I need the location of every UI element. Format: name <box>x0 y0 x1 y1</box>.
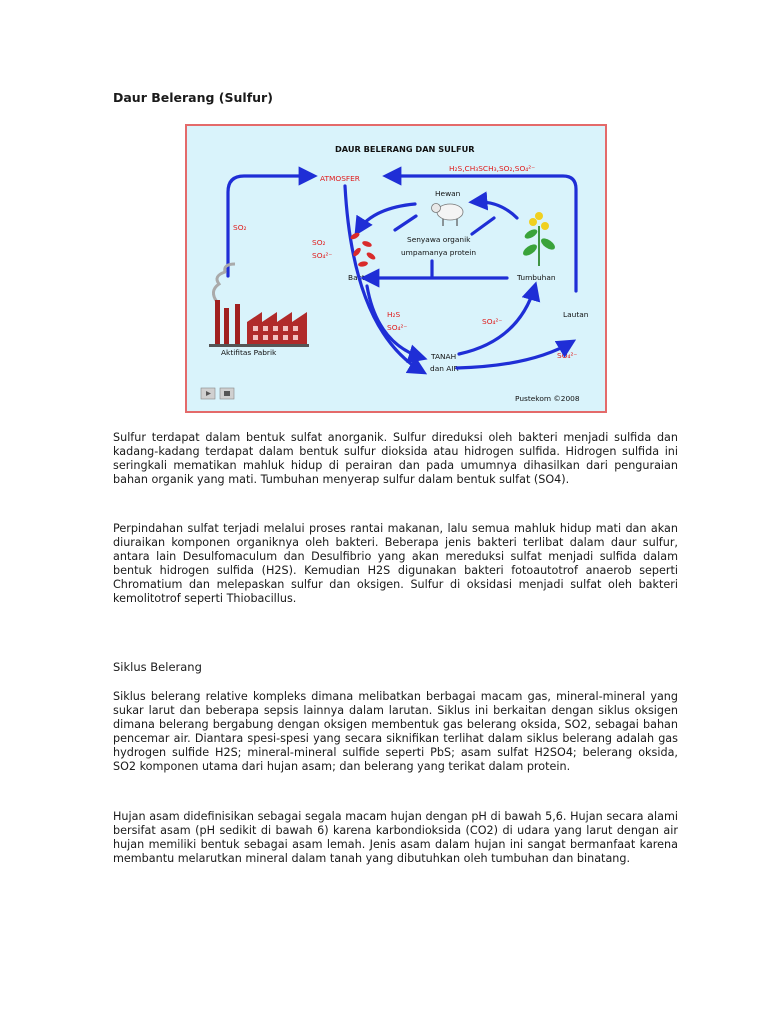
diagram-title: DAUR BELERANG DAN SULFUR <box>335 144 475 154</box>
sheep-icon <box>432 204 464 227</box>
sulfur-cycle-diagram <box>185 124 607 413</box>
tanah-label-2: dan AIR <box>430 364 459 373</box>
tanah-label-1: TANAH <box>431 352 457 361</box>
so4-b-label: SO₄²⁻ <box>387 323 408 332</box>
diagram-canvas <box>187 126 605 411</box>
so4-mid-label: SO₄²⁻ <box>312 251 333 260</box>
arrow-senyawa-right <box>472 218 494 234</box>
tumbuhan-label: Tumbuhan <box>517 273 556 282</box>
arrow-senyawa-left <box>395 216 416 230</box>
so4-d-label: SO₄²⁻ <box>557 351 578 360</box>
arrow-to-bakteri <box>365 261 507 278</box>
section-paragraph-1: Siklus belerang relative kompleks dimana melibatkan berbagai macam gas, mineral-mineral yang sukar larut dan beberapa sepsis lainnya dalam larutan. Siklus ini berkaitan dengan siklus oksigen dimana belerang bergabung dengan oksigen membentuk gas belerang oksida, SO2, sebagai bahan pencemar air. Diantara spesi-spesi yang secara siknifikan terlihat dalam siklus belerang adalah gas hydrogen sulfide H2S; mineral-mineral sulfide seperti PbS; asam sulfat H2SO4; belerang oksida, SO2 komponen utama dari hujan asam; dan belerang yang terikat dalam protein. <box>113 690 678 773</box>
so2-mid-label: SO₂ <box>312 238 326 247</box>
section-heading: Siklus Belerang <box>113 660 202 674</box>
so2-left-label: SO₂ <box>233 223 247 232</box>
section-paragraph-2: Hujan asam didefinisikan sebagai segala macam hujan dengan pH di bawah 5,6. Hujan secara alami bersifat asam (pH sedikit di bawah 6) karena karbondioksida (CO2) di udara yang larut dengan air hujan memiliki bentuk sebagai asam lemah. Jenis asam dalam hujan ini sangat bermanfaat karena membantu melarutkan mineral dalam tanah yang dibutuhkan oleh tumbuhan dan binatang. <box>113 810 678 865</box>
hewan-label: Hewan <box>435 189 461 198</box>
senyawa-label-1: Senyawa organik <box>407 235 471 244</box>
gases-top-label: H₂S,CH₃SCH₃,SO₂,SO₄²⁻ <box>449 164 536 173</box>
arrow-tanah-to-lautan <box>457 342 572 368</box>
bakteri-label: Bakteri <box>348 273 375 282</box>
lautan-label: Lautan <box>563 310 589 319</box>
paragraph-1: Sulfur terdapat dalam bentuk sulfat anorganik. Sulfur direduksi oleh bakteri menjadi sulfida dan kadang-kadang terdapat dalam bentuk sulfur dioksida atau hidrogen sulfida. Hidrogen sulfida ini seringkali mematikan mahluk hidup di perairan dan pada umumnya dihasilkan dari penguraian bahan organik yang mati. Tumbuhan menyerap sulfur dalam bentuk sulfat (SO4). <box>113 431 678 486</box>
so4-c-label: SO₄²⁻ <box>482 317 503 326</box>
factory-icon <box>209 264 309 347</box>
paragraph-2: Perpindahan sulfat terjadi melalui proses rantai makanan, lalu semua mahluk hidup mati dan akan diuraikan komponen organiknya oleh bakteri. Beberapa jenis bakteri terlibat dalam daur sulfur, antara lain Desulfomaculum dan Desulfibrio yang akan mereduksi sulfat menjadi sulfida dalam bentuk hidrogen sulfida (H2S). Kemudian H2S digunakan bakteri fotoautotrof anaerob seperti Chromatium dan melepaskan sulfur dan oksigen. Sulfur di oksidasi menjadi sulfat oleh bakteri kemolitotrof seperti Thiobacillus. <box>113 522 678 605</box>
senyawa-label-2: umpamanya protein <box>401 248 477 257</box>
media-controls <box>201 388 234 399</box>
h2s-label: H₂S <box>387 310 401 319</box>
atmosfer-label: ATMOSFER <box>320 174 360 183</box>
page-title: Daur Belerang (Sulfur) <box>113 90 273 105</box>
plant-icon <box>521 212 557 266</box>
pabrik-label: Aktifitas Pabrik <box>221 348 277 357</box>
credit-label: Pustekom ©2008 <box>515 394 580 403</box>
arrow-hewan-to-bakteri <box>357 204 415 232</box>
arrow-tumbuhan-to-hewan <box>473 202 517 218</box>
